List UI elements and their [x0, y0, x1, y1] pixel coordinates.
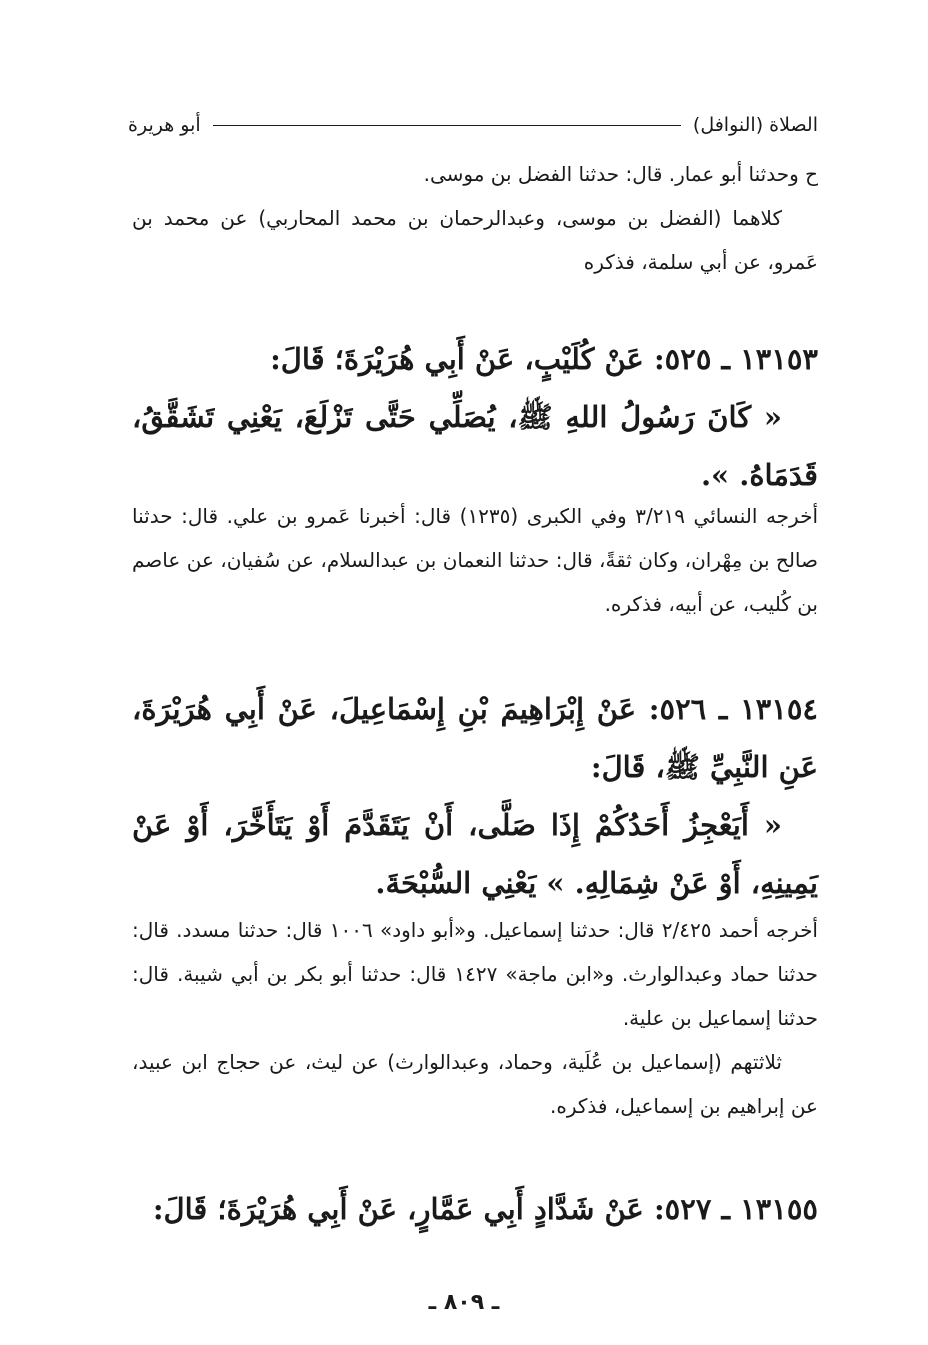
takhrij-note: ثلاثتهم (إسماعيل بن عُلَية، وحماد، وعبدالوارث) عن ليث، عن حجاج ابن عبيد، عن إبراهيم بن إسماعيل، فذكره. — [132, 1050, 818, 1118]
takhrij-13154 — [132, 908, 818, 1128]
header-rule — [213, 125, 681, 126]
hadith-matn: « أَيَعْجِزُ أَحَدُكُمْ إِذَا صَلَّى، أَنْ يَتَقَدَّمَ أَوْ يَتَأَخَّرَ، أَوْ عَنْ يَمِينِهِ، أَوْ عَنْ شِمَالِهِ. » يَعْنِي السُّبْحَةَ. — [132, 808, 818, 900]
hadith-heading: ١٣١٥٤ ـ ٥٢٦: عَنْ إِبْرَاهِيمَ بْنِ إِسْمَاعِيلَ، عَنْ أَبِي هُرَيْرَةَ، عَنِ النَّبِيِّ ﷺ، قَالَ: — [132, 692, 818, 784]
hadith-13154 — [132, 680, 818, 912]
intro-line-2: كلاهما (الفضل بن موسى، وعبدالرحمان بن محمد المحاربي) عن محمد بن عَمرو، عن أبي سلمة، فذكره — [132, 206, 818, 274]
intro-block — [132, 152, 818, 284]
hadith-matn: « كَانَ رَسُولُ اللهِ ﷺ، يُصَلِّي حَتَّى تَزْلَعَ، يَعْنِي تَشَقَّقُ، قَدَمَاهُ. ». — [132, 400, 818, 492]
hadith-heading: ١٣١٥٣ ـ ٥٢٥: عَنْ كُلَيْبٍ، عَنْ أَبِي هُرَيْرَةَ؛ قَالَ: — [270, 342, 818, 376]
page-number: ـ ٨٠٩ ـ — [428, 1290, 500, 1315]
running-header — [128, 108, 818, 142]
hadith-heading: ١٣١٥٥ ـ ٥٢٧: عَنْ شَدَّادٍ أَبِي عَمَّارٍ، عَنْ أَبِي هُرَيْرَةَ؛ قَالَ: — [152, 1192, 818, 1226]
takhrij-note: أخرجه النسائي ٣/٢١٩ وفي الكبرى (١٢٣٥) قال: أخبرنا عَمرو بن علي. قال: حدثنا صالح بن مِهْران، وكان ثقةً، قال: حدثنا النعمان بن عبدالسلام، عن سُفيان، عن عاصم بن كُليب، عن أبيه، فذكره. — [132, 504, 818, 616]
header-chapter-title: الصلاة (النوافل) — [692, 114, 818, 136]
intro-line-1: ح وحدثنا أبو عمار. قال: حدثنا الفضل بن موسى. — [423, 162, 818, 186]
takhrij-13153 — [132, 494, 818, 626]
hadith-13153 — [132, 330, 818, 504]
header-narrator-name: أبو هريرة — [128, 114, 201, 136]
takhrij-note: أخرجه أحمد ٢/٤٢٥ قال: حدثنا إسماعيل. و«أبو داود» ١٠٠٦ قال: حدثنا مسدد. قال: حدثنا حماد وعبدالوارث. و«ابن ماجة» ١٤٢٧ قال: حدثنا أبو بكر بن أبي شيبة. قال: حدثنا إسماعيل بن علية. — [132, 918, 818, 1030]
hadith-13155 — [132, 1180, 818, 1238]
